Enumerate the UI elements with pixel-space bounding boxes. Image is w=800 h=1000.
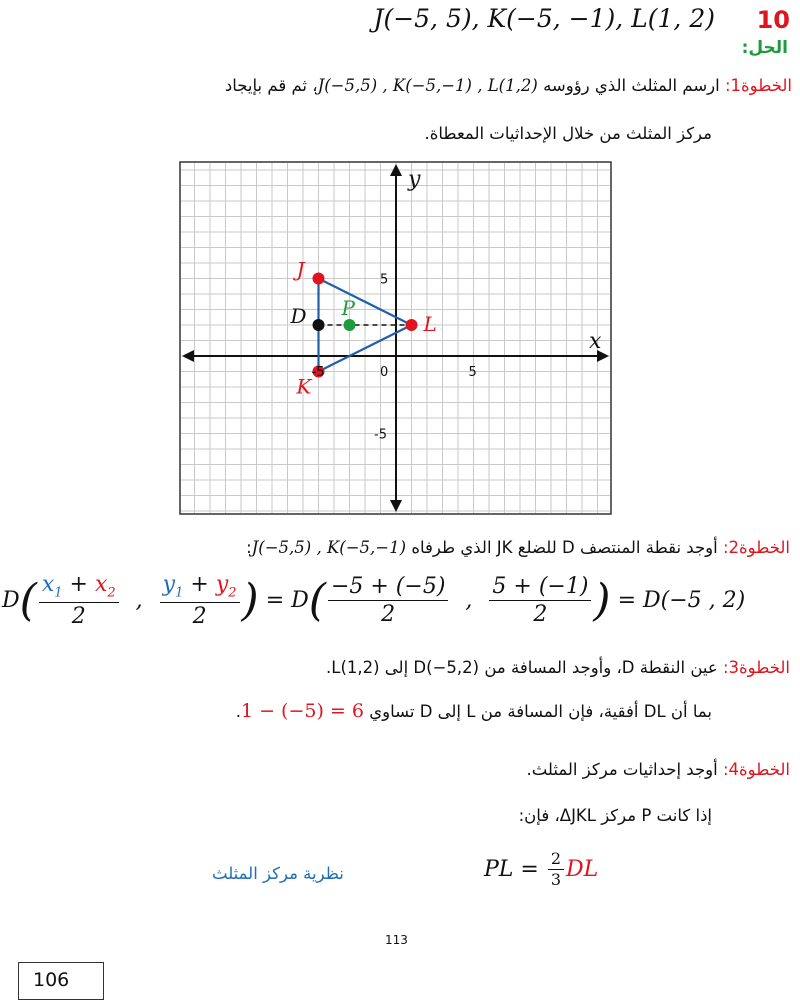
page-number-center: 113 (385, 933, 408, 947)
frac-a: $\frac{-5 + (-5)}{2}$ (328, 574, 448, 628)
step1-line2: مركز المثلث من خلال الإحداثيات المعطاة. (424, 124, 712, 143)
step2-endpoints: J(−5,5) , K(−5,−1) (251, 538, 407, 557)
tick-x-minus-5: -5 (311, 365, 325, 380)
point-l (406, 319, 418, 331)
point-d (313, 319, 325, 331)
step1-text-b: ، ثم قم بإيجاد (224, 76, 318, 95)
frac-y: $\frac{y_1 + y_2}{2}$ (160, 572, 240, 630)
step3-line2: بما أن DL أفقية، فإن المسافة من L إلى D تساوي 1 − (−5) = 6. (235, 700, 712, 722)
problem-statement: J(−5, 5), K(−5, −1), L(1, 2) (373, 4, 715, 33)
tick-y-5: 5 (380, 272, 389, 288)
midpoint-formula: D( $\frac{x_1 + x_2}{2}$ , $\frac{y_1 + y_2}{2}$ ) = D( $\frac{-5 + (-5)}{2}$ , $\frac{5 + (-1)}{2}$ ) = D(−5 , 2) (2, 572, 746, 630)
step1-label: الخطوة1: (724, 76, 792, 95)
step4-label: الخطوة4: (722, 760, 790, 779)
step2-colon: : (246, 538, 252, 557)
problem-number: 10 (756, 6, 790, 34)
page-number-box: 106 (18, 962, 104, 1000)
step1-vertices: J(−5,5) , K(−5,−1) , L(1,2) (317, 76, 538, 95)
midpoint-result: = D(−5 , 2) (617, 587, 746, 613)
point-label-j: J (296, 257, 305, 282)
point-label-p: P (341, 296, 355, 320)
y-axis-label: y (408, 167, 421, 192)
coordinate-graph (178, 160, 613, 516)
step3-distance: 1 − (−5) = 6 (240, 700, 364, 722)
frac-b: $\frac{5 + (-1)}{2}$ (489, 574, 591, 628)
tick-x-5: 5 (468, 365, 477, 380)
step2-text: أوجد نقطة المنتصف D للضلع JK الذي طرفاه (411, 538, 718, 557)
solution-label: الحل: (741, 38, 788, 58)
point-label-l: L (423, 312, 437, 336)
point-label-k: K (296, 374, 312, 399)
step4-line2: إذا كانت P مركز ΔJKL، فإن: (518, 806, 712, 825)
step2-line1 (246, 538, 790, 557)
step1-text-a: ارسم المثلث الذي رؤوسه (543, 76, 720, 95)
step1-line1 (225, 76, 792, 95)
x-axis-label: x (589, 329, 602, 354)
point-j (313, 273, 325, 285)
step3-text: عين النقطة D، وأوجد المسافة من D(−5,2) إلى L(1,2). (326, 658, 718, 677)
tick-y-minus-5: -5 (374, 427, 387, 443)
step3-line1 (326, 658, 790, 677)
point-p (344, 319, 356, 331)
step4-line1 (526, 760, 790, 779)
step2-label: الخطوة2: (722, 538, 790, 557)
centroid-theorem-label: نظرية مركز المثلث (212, 864, 344, 883)
step3-line2-text: بما أن DL أفقية، فإن المسافة من L إلى D تساوي (369, 702, 712, 721)
step3-label: الخطوة3: (722, 658, 790, 677)
centroid-formula: PL = $\frac{2}{3}$ DL (484, 849, 599, 890)
point-label-d: D (290, 304, 307, 328)
step4-text: أوجد إحداثيات مركز المثلث. (526, 760, 718, 779)
frac-x: $\frac{x_1 + x_2}{2}$ (39, 572, 119, 630)
tick-origin: 0 (380, 365, 389, 380)
